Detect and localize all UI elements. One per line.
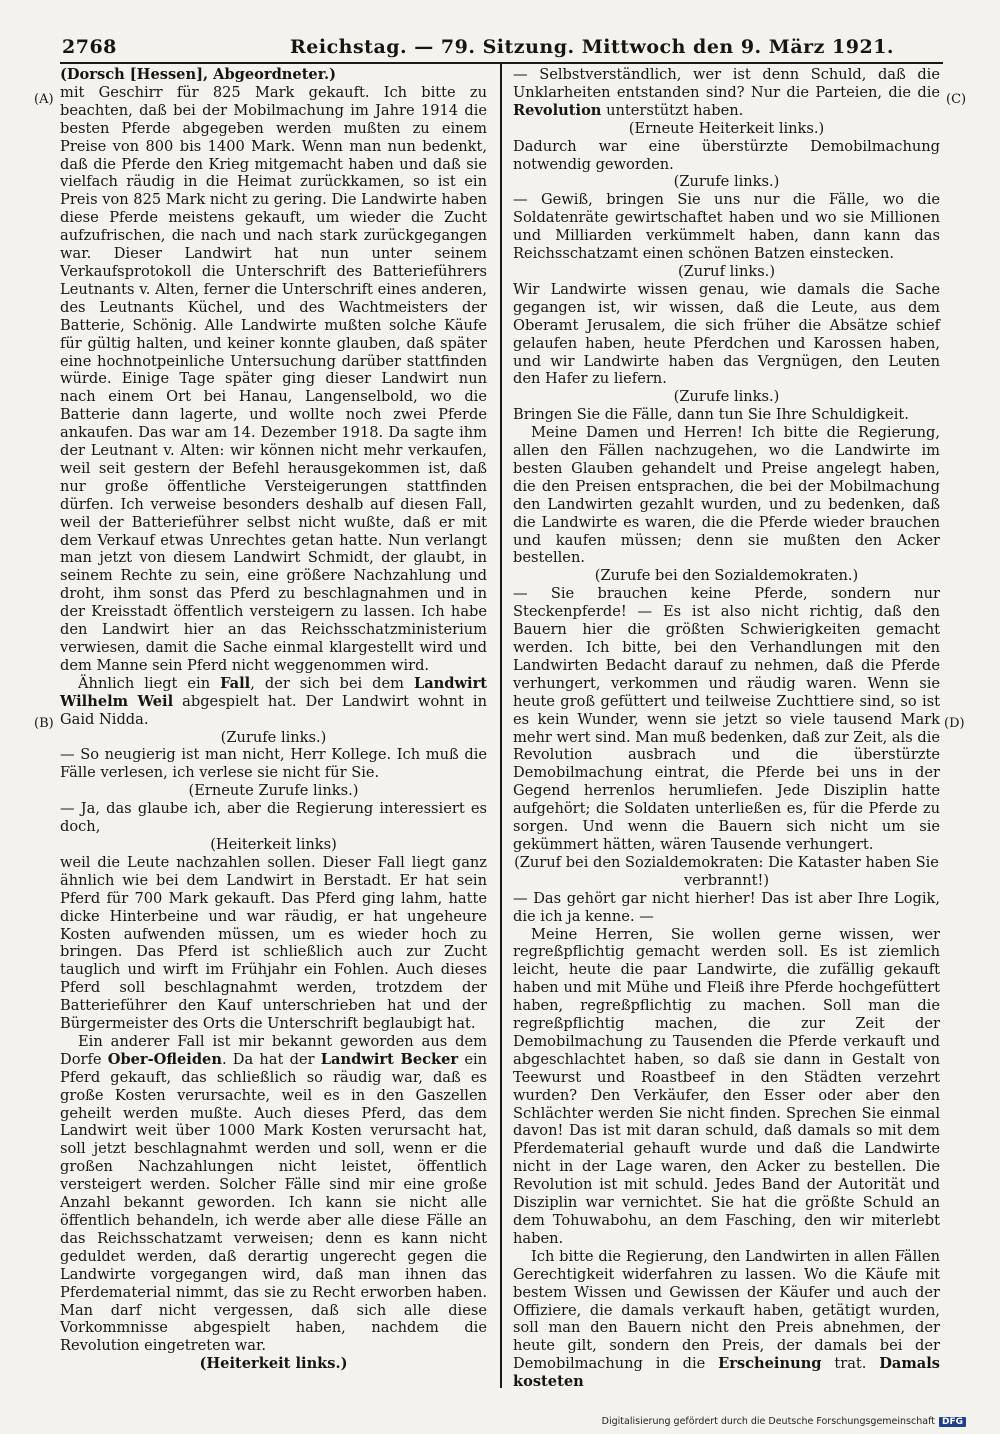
paragraph: Bringen Sie die Fälle, dann tun Sie Ihre Schuldigkeit. <box>513 406 909 424</box>
interjection: (Heiterkeit links) <box>210 835 337 853</box>
interjection: (Erneute Zurufe links.) <box>188 782 359 800</box>
left-column <box>60 66 487 1373</box>
paragraph: Meine Damen und Herren! Ich bitte die Regierung, allen den Fällen nachzugehen, wo die Landwirte im besten Glauben gehandelt und Preise angelegt haben, die den Preisen entsprachen, die bei der Mobilmachung den Landwirten gezahlt wurden, und zu bedenken, daß die Landwirte es waren, die die Pferde wieder brauchen und kaufen müssen; denn sie mußten den Acker bestellen. <box>513 424 940 567</box>
margin-marker-a: (A) <box>34 92 54 107</box>
paragraph: Wir Landwirte wissen genau, wie damals die Sache gegangen ist, wir wissen, daß die Leute, aus dem Oberamt Jerusalem, die sich früher die Absätze schief gelaufen haben, heute Pferdchen und Karossen haben, und wir Landwirte haben das Vergnügen, den Leuten den Hafer zu liefern. <box>513 280 940 388</box>
interjection: (Erneute Heiterkeit links.) <box>628 119 825 137</box>
margin-marker-c: (C) <box>946 92 967 107</box>
paragraph: mit Geschirr für 825 Mark gekauft. Ich bitte zu beachten, daß bei der Mobilmachung im Jahre 1914 die besten Pferde abgegeben werden mußten zu einem Preise von 800 bis 1400 Mark. Wenn man nun bedenkt, daß die Pferde den Krieg mitgemacht haben und daß sie vielfach räudig in die Heimat zurückkamen, so ist ein Preis von 825 Mark nicht zu gering. Die Landwirte haben diese Pferde meistens gekauft, um wieder die Zucht aufzufrischen, die nach und nach stark zurückgegangen war. Dieser Landwirt hat nun unter seinem Verkaufsprotokoll die Unterschrift des Batterieführers Leutnants v. Alten, ferner die Unterschrift eines anderen, des Leutnants Küchel, und des Wachtmeisters der Batterie, Schönig. Alle Landwirte mußten solche Käufe für gültig halten, und keiner konnte glauben, daß später eine hochnotpeinliche Untersuchung darüber stattfinden würde. Einige Tage später ging dieser Landwirt nun nach einem Ort bei Hanau, Langenselbold, wo die Batterie dann lagerte, und wollte noch zwei Pferde ankaufen. Das war am 14. Dezember 1918. Da sagte ihm der Leutnant v. Alten: wir können nicht mehr verkaufen, weil seit gestern der Befehl herausgekommen ist, daß nur große öffentliche Versteigerungen stattfinden dürfen. Ich verweise besonders deshalb auf diesen Fall, weil der Batterieführer selbst nicht wußte, daß er mit dem Verkauf etwas Unrechtes getan hatte. Nun verlangt man jetzt von diesem Landwirt Schmidt, der glaubt, in seinem Rechte zu sein, eine größere Nachzahlung und droht, ihm sonst das Pferd zu beschlagnahmen und in der Kreisstadt öffentlich versteigern zu lassen. Ich habe den Landwirt hier an das Reichsschatzministerium verwiesen, damit die Sache einmal klargestellt wird und dem Manne sein Pferd nicht weggenommen wird. <box>60 83 487 674</box>
paragraph: Ich bitte die Regierung, den Landwirten in allen Fällen Gerechtigkeit widerfahren zu lassen. Wo die Käufe mit bestem Wissen und Gewissen der Käufer und auch der Offiziere, die damals verkauft haben, getätigt wurden, soll man den Bauern nicht den Preis abnehmen, der heute gilt, sondern den Preis, der damals bei der Demobilmachung in die Erscheinung trat. Damals kosteten <box>513 1247 941 1391</box>
interjection: (Zuruf bei den Sozialdemokraten: Die Kataster haben Sie verbrannt!) <box>514 853 939 889</box>
credit-text: Digitalisierung gefördert durch die Deutsche Forschungsgemeinschaft <box>601 1416 935 1427</box>
column-divider <box>500 64 502 1388</box>
paragraph: weil die Leute nachzahlen sollen. Dieser Fall liegt ganz ähnlich wie bei dem Landwirt in Berstadt. Er hat sein Pferd für 700 Mark gekauft. Das Pferd ging lahm, hatte dicke Hinterbeine und war räudig, er hat ungeheure Kosten aufwenden müssen, um es wieder hoch zu bringen. Das Pferd ist schließlich auch zur Zucht tauglich und wirft im Frühjahr ein Fohlen. Auch dieses Pferd soll beschlagnahmt werden, trotzdem der Batterieführer den Kauf unterschrieben hat und der Bürgermeister des Orts die Unterschrift beglaubigt hat. <box>60 853 487 1033</box>
interjection: (Zurufe links.) <box>673 173 780 191</box>
margin-marker-d: (D) <box>944 716 965 731</box>
paragraph: — Selbstverständlich, wer ist denn Schuld, daß die Unklarheiten entstanden sind? Nur die Parteien, die die Revolution unterstützt haben. <box>513 66 940 119</box>
paragraph: — Das gehört gar nicht hierher! Das ist aber Ihre Logik, die ich ja kenne. — <box>513 889 940 925</box>
paragraph: Ähnlich liegt ein Fall, der sich bei dem Landwirt Wilhelm Weil abgespielt hat. Der Landwirt wohnt in Gaid Nidda. <box>60 674 488 728</box>
page-number: 2768 <box>62 36 117 58</box>
running-title: Reichstag. — 79. Sitzung. Mittwoch den 9. März 1921. <box>290 36 895 58</box>
paragraph: — Ja, das glaube ich, aber die Regierung interessiert es doch, <box>60 800 487 836</box>
dfg-logo-icon: DFG <box>939 1417 966 1427</box>
margin-marker-b: (B) <box>34 716 54 731</box>
interjection: (Heiterkeit links.) <box>199 1355 348 1373</box>
interjection: (Zurufe links.) <box>220 728 327 746</box>
paragraph: Ein anderer Fall ist mir bekannt geworden aus dem Dorfe Ober-Ofleiden. Da hat der Landwirt Becker ein Pferd gekauft, das schließlich so räudig war, daß es große Kosten verursachte, weil es in den Gaszellen geheilt werden mußte. Auch dieses Pferd, das dem Landwirt weit über 1000 Mark Kosten verursacht hat, soll jetzt beschlagnahmt werden und soll, wenn er die großen Nachzahlungen nicht leistet, öffentlich versteigert werden. Solcher Fälle sind mir eine große Anzahl bekannt geworden. Ich kann sie nicht alle öffentlich behandeln, ich werde aber alle diese Fälle an das Reichsschatzamt verweisen; denn es kann nicht geduldet werden, daß derartig ungerecht gegen die Landwirte vorgegangen wird, daß man ihnen das Pferdematerial nimmt, das sie zu Recht erworben haben. Man darf nicht vergessen, daß sich alle diese Vorkommnisse abgespielt haben, nachdem die Revolution eingetreten war. <box>60 1032 488 1355</box>
paragraph: Meine Herren, Sie wollen gerne wissen, wer regreßpflichtig gemacht werden soll. Es ist ziemlich leicht, heute die paar Landwirte, die zufällig gekauft haben und mit Mühe und Fleiß ihre Pferde hochgefüttert haben, regreßpflichtig zu machen. Soll man die regreßpflichtig machen, die zur Zeit der Demobilmachung zu Tausenden die Pferde verkauft und abgeschlachtet haben, so daß sie dann in Gestalt von Teewurst und Roastbeef in den Städten verzehrt wurden? Den Verkäufer, den Esser oder aber den Schlächter werden Sie nicht finden. Sprechen Sie einmal davon! Das ist mit daran schuld, daß damals so mit dem Pferdematerial gehauft wurde und daß die Landwirte nicht in der Lage waren, den Acker zu bestellen. Die Revolution ist mit schuld. Jedes Band der Autorität und Disziplin war vernichtet. Sie hat die größte Schuld an dem Tohuwabohu, an dem Fasching, den wir miterlebt haben. <box>513 925 940 1247</box>
paragraph: Dadurch war eine überstürzte Demobilmachung notwendig geworden. <box>513 137 940 173</box>
interjection: (Zuruf links.) <box>677 262 776 280</box>
paragraph: — Gewiß, bringen Sie uns nur die Fälle, wo die Soldatenräte gewirtschaftet haben und wo sie Millionen und Milliarden verkümmelt haben, dann kann das Reichsschatzamt einen schönen Batzen einstecken. <box>513 191 940 263</box>
right-column <box>513 66 940 1391</box>
digitization-credit <box>602 1416 966 1427</box>
interjection: (Zurufe links.) <box>673 388 780 406</box>
page-header <box>62 34 962 62</box>
paragraph: — So neugierig ist man nicht, Herr Kollege. Ich muß die Fälle verlesen, ich verlese sie nicht für Sie. <box>60 746 487 782</box>
interjection: (Zurufe bei den Sozialdemokraten.) <box>594 567 859 585</box>
paragraph: — Sie brauchen keine Pferde, sondern nur Steckenpferde! — Es ist also nicht richtig, daß den Bauern hier die größten Schwierigkeiten gemacht werden. Ich bitte, bei den Verhandlungen mit den Landwirten Bedacht darauf zu nehmen, daß die Pferde verhungert, verkommen und räudig waren. Wenn sie heute groß gefüttert und teilweise Zuchttiere sind, so ist es kein Wunder, wenn sie jetzt so viele tausend Mark mehr wert sind. Man muß bedenken, daß zur Zeit, als die Revolution ausbrach und die überstürzte Demobilmachung eintrat, die Pferde bei uns in der Gegend herrenlos herumliefen. Jede Disziplin hatte aufgehört; die Soldaten unterließen es, für die Pferde zu sorgen. Und wenn die Bauern sich nicht um sie gekümmert hätten, wären Tausende verhungert. <box>513 585 940 853</box>
speaker-line: (Dorsch [Hessen], Abgeordneter.) <box>60 66 337 83</box>
